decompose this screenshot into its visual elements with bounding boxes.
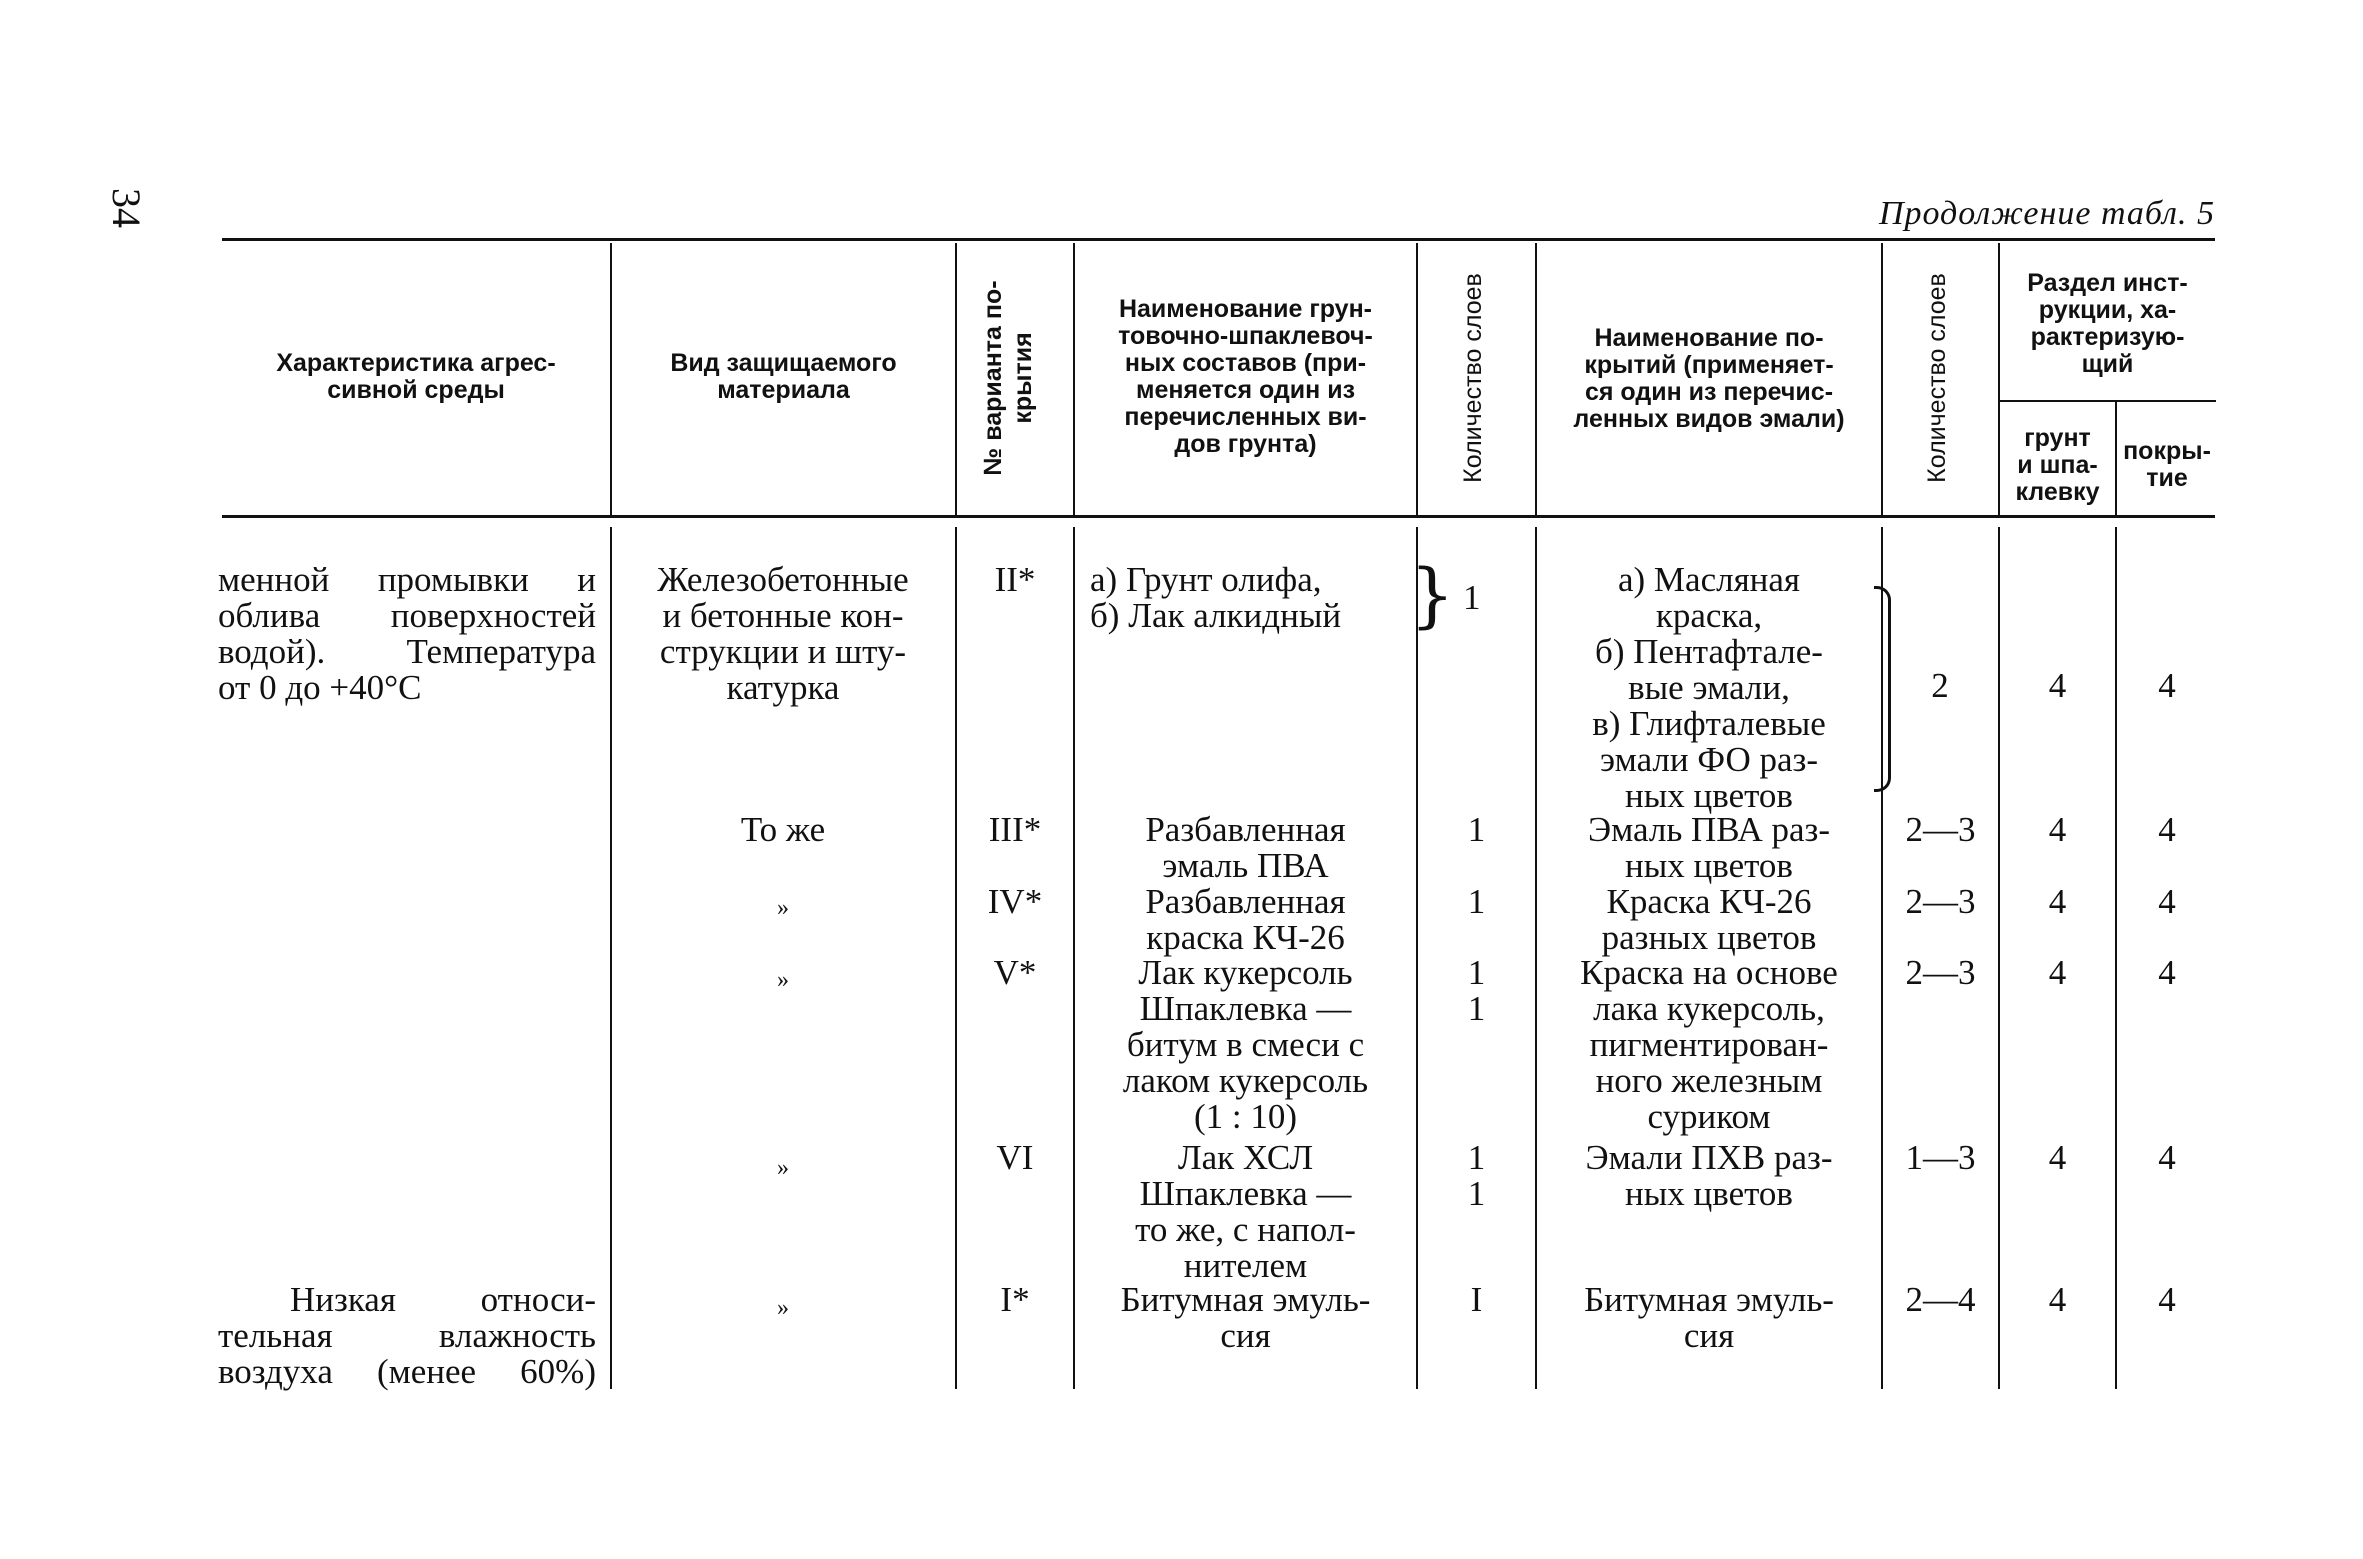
row1-section-primer: 4 [2048,666,2067,705]
header-coating-layers: Количество слоев [1923,273,1951,483]
brace-icon: } [1410,554,1455,636]
row5-section-primer: 4 [2048,1138,2067,1177]
row6-primer-layers: I [1470,1280,1483,1319]
row4-primer-layers: 1 1 [1467,953,1486,1028]
row5-coating-layers: 1—3 [1905,1138,1976,1177]
row4-variant: V* [993,953,1037,992]
row1-variant: II* [994,560,1036,599]
header-material: Вид защищаемого материала [670,349,897,404]
big-brace-icon [1874,586,1891,792]
row2-section-primer: 4 [2048,810,2067,849]
row2-coating-layers: 2—3 [1905,810,1976,849]
row3-section-primer: 4 [2048,882,2067,921]
row4-section-primer: 4 [2048,953,2067,992]
row2-primer: Разбавленная эмаль ПВА [1145,810,1346,885]
header-top-rule [222,238,2215,241]
row3-material-ditto: » [777,895,789,921]
row5-section-coating: 4 [2158,1138,2176,1177]
row5-primer-layers: 1 1 [1467,1138,1486,1213]
row2-coating: Эмаль ПВА раз- ных цветов [1588,810,1830,885]
row1-environment: менной промывки и облива поверхностей водой). Температура от 0 до +40°С [218,560,596,707]
row4-section-coating: 4 [2158,953,2176,992]
row2-material: То же [740,810,826,849]
row1-coating-layers: 2 [1931,666,1949,705]
row4-primer: Лак кукерсоль Шпаклевка — битум в смеси с лаком кукерсоль (1 : 10) [1122,953,1369,1136]
row1-material: Железобетонные и бетонные кон- струкции и шту- катурка [657,560,909,707]
row6-material-ditto: » [777,1295,789,1321]
header-environment: Характеристика агрес- сивной среды [276,349,556,404]
row3-primer: Разбавленная краска КЧ-26 [1145,882,1346,957]
row6-section-primer: 4 [2048,1280,2067,1319]
header-coating-names: Наименование по- крытий (применяет- ся один из перечис- ленных видов эмали) [1573,324,1845,433]
row5-primer: Лак ХСЛ Шпаклевка — то же, с напол- нителем [1135,1138,1356,1285]
header-bottom-rule [222,515,2215,518]
row3-primer-layers: 1 [1467,882,1486,921]
header-section-primer: грунт и шпа- клевку [2015,424,2100,506]
header-variant-number: № варианта по- крытия [979,280,1037,476]
row6-environment: Низкая относи- тельная влажность воздуха (менее 60%) [218,1280,596,1391]
row6-section-coating: 4 [2158,1280,2176,1319]
header-primer-layers: Количество слоев [1459,273,1487,483]
row5-material-ditto: » [777,1155,789,1181]
row3-coating-layers: 2—3 [1905,882,1976,921]
row6-coating: Битумная эмуль- сия [1584,1280,1834,1355]
row5-coating: Эмали ПХВ раз- ных цветов [1585,1138,1833,1213]
col-divider [955,243,957,515]
row1-section-coating: 4 [2158,666,2176,705]
header-instruction-section: Раздел инст- рукции, ха- рактеризую- щий [2027,269,2188,378]
row3-coating: Краска КЧ-26 разных цветов [1601,882,1817,957]
row4-coating: Краска на основе лака кукерсоль, пигментирован- ного железным суриком [1580,953,1838,1136]
header-primer-names: Наименование грун- товочно-шпаклевоч- ных составов (при- меняется один из перечисленных ви- дов грунта) [1118,295,1373,458]
row4-material-ditto: » [777,967,789,993]
table-continuation-caption: Продолжение табл. 5 [1878,195,2215,232]
row2-primer-layers: 1 [1467,810,1486,849]
col-divider [1416,243,1418,515]
row6-coating-layers: 2—4 [1905,1280,1976,1319]
row2-section-coating: 4 [2158,810,2176,849]
row4-coating-layers: 2—3 [1905,953,1976,992]
row3-section-coating: 4 [2158,882,2176,921]
row6-variant: I* [1000,1280,1030,1319]
row6-primer: Битумная эмуль- сия [1120,1280,1371,1355]
col-divider [1881,243,1883,515]
row1-primer: а) Грунт олифа, б) Лак алкидный [1090,560,1342,635]
row5-variant: VI [996,1138,1034,1177]
header-section-coating: покры- тие [2123,437,2211,492]
page-number: 34 [104,188,149,228]
row1-coating: а) Масляная краска, б) Пентафтале- вые эмали, в) Глифталевые эмали ФО раз- ных цветов [1592,560,1826,815]
subheader-rule [1998,400,2216,402]
col-divider [610,527,612,1389]
row2-variant: III* [988,810,1042,849]
row1-primer-layers: 1 [1463,578,1481,617]
row3-variant: IV* [987,882,1043,921]
